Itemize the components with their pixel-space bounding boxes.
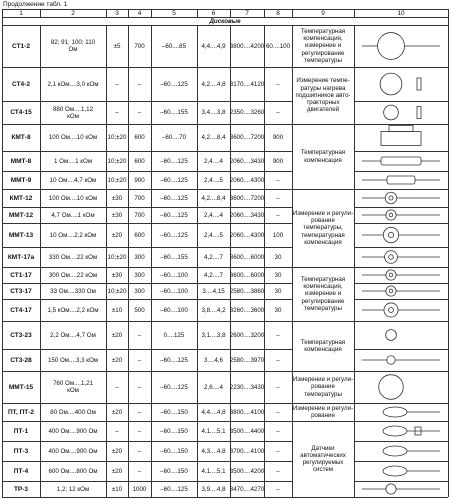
row-divider (2, 17, 448, 18)
application-description: Измерение и регули- рование температуры (292, 376, 354, 398)
row-type: ММТ-8 (10, 157, 32, 165)
row-tau: – (276, 447, 280, 455)
row-tol: – (115, 427, 119, 435)
row-nominal: 100 Ом....10 кОм (48, 194, 98, 202)
column-divider (448, 17, 449, 25)
washer-drawing (354, 223, 448, 247)
row-b: 2060....4300 (229, 231, 265, 239)
row-type: СТ4-2 (12, 80, 30, 88)
row-alpha: 4,3....4,8 (201, 447, 226, 455)
row-tol: ±30 (111, 211, 123, 219)
row-power: – (137, 383, 142, 391)
row-tol: ±20 (111, 231, 123, 239)
column-divider (448, 9, 449, 17)
row-power: – (137, 408, 142, 416)
row-temp: –60....100 (160, 271, 188, 279)
thermistor-table (2, 9, 448, 497)
row-nominal: 1 Ом....1 кОм (53, 157, 93, 165)
row-alpha: 3....4,15 (202, 287, 225, 295)
row-nominal: 1,5 кОм....2,2 кОм (47, 306, 99, 314)
row-power: 600 (134, 231, 145, 239)
row-temp: –60....125 (160, 176, 188, 184)
row-power: 300 (134, 271, 145, 279)
application-description: Температурная компенсация (300, 338, 346, 353)
washer-lead-drawing (354, 283, 448, 299)
row-power: 600 (134, 134, 145, 141)
row-temp: –60....150 (160, 447, 188, 455)
row-tol: ±30 (111, 194, 123, 202)
row-tol: – (115, 383, 119, 391)
row-power: 1000 (132, 485, 147, 493)
row-tau: – (276, 485, 280, 493)
row-type: СТ3-28 (10, 356, 32, 364)
row-type: КМТ-12 (9, 194, 33, 202)
column-number-7: 7 (245, 9, 249, 17)
row-nominal: 400 Ом....900 Ом (48, 427, 98, 435)
row-b: 3600....7200 (229, 134, 265, 141)
row-alpha: 4,1....5,1 (201, 427, 226, 435)
row-power: – (137, 109, 142, 116)
row-temp: –60....155 (160, 253, 188, 261)
row-power: – (137, 356, 142, 364)
row-alpha: 4,2....8,4 (201, 194, 226, 202)
row-nominal: 4,7 Ом....1 кОм (51, 211, 95, 219)
row-tol: 10;±20 (107, 176, 127, 184)
row-nominal: 33 Ом....330 Ом (50, 287, 96, 295)
row-temp: –60....125 (160, 383, 188, 391)
row-b: 3500....4400 (229, 427, 265, 435)
row-alpha: 2,4....4 (204, 157, 223, 165)
row-tau: 30 (274, 253, 282, 261)
row-tau: – (276, 194, 280, 202)
disc-lead-drawing (354, 481, 448, 497)
row-b: 3600....7200 (229, 194, 265, 202)
row-temp: 0....125 (163, 331, 185, 339)
bead-cap-drawing (354, 421, 448, 441)
row-b: 2350....3260 (229, 109, 265, 116)
small-disc-lead-drawing (354, 349, 448, 371)
row-type: ММТ-15 (8, 383, 34, 391)
disc-cap-drawing (354, 67, 448, 101)
row-power: – (137, 427, 142, 435)
row-nominal: 300 Ом....22 кОм (48, 271, 98, 279)
row-tau: – (276, 356, 280, 364)
row-b: 3470....4270 (229, 485, 265, 493)
row-type: ММТ-12 (8, 211, 34, 219)
row-temp: –60....70 (161, 134, 187, 141)
row-alpha: 3,9....4,8 (201, 485, 226, 493)
row-b: 2060....3430 (229, 157, 265, 165)
row-type: ММТ-13 (8, 231, 34, 239)
column-divider (230, 9, 231, 17)
disc-large-drawing (354, 371, 448, 403)
row-tau: 30 (274, 306, 282, 314)
row-temp: –60....125 (160, 194, 188, 202)
row-temp: –60....150 (160, 467, 188, 475)
table-caption: Продолжение табл. 1 (3, 1, 68, 8)
row-b: 2580....3970 (229, 356, 265, 364)
row-type: ПТ-4 (13, 467, 29, 475)
column-number-8: 8 (276, 9, 280, 17)
row-nominal: 10 Ом....2,2 кОм (49, 231, 97, 239)
row-alpha: 2,6....4 (204, 383, 223, 391)
row-power: 600 (134, 157, 145, 165)
row-nominal: 2,1 кОм....3,0 кОм (47, 80, 99, 88)
row-temp: –60....125 (160, 157, 188, 165)
bead-rod-drawing (354, 461, 448, 481)
row-temp: –60....100 (160, 287, 188, 295)
column-number-9: 9 (321, 9, 325, 17)
row-tau: 60....100 (265, 42, 291, 50)
column-divider (197, 9, 198, 17)
row-tol: 10;±20 (107, 253, 127, 261)
row-type: СТ3-17 (10, 287, 32, 295)
row-tol: ±20 (111, 447, 123, 455)
row-alpha: 2,4....4 (204, 211, 223, 219)
row-b: 3170....4120 (229, 80, 265, 88)
group-label: Дисковые (209, 17, 241, 25)
small-cylinder-drawing (354, 171, 448, 189)
row-b: 2060....4300 (229, 176, 265, 184)
row-alpha: 4,2....7 (204, 253, 223, 261)
row-nominal: 880 Ом....1,12 кОм (52, 105, 94, 120)
row-type: СТ4-15 (10, 109, 32, 116)
row-b: 2580....3860 (229, 287, 265, 295)
row-nominal: 150 Ом....3,3 кОм (47, 356, 99, 364)
row-alpha: 4,4....4,9 (201, 42, 226, 50)
row-tau: 900 (272, 134, 284, 141)
column-divider (448, 25, 449, 497)
bead-drawing (354, 403, 448, 421)
row-nominal: 82; 91; 100; 110 Ом (50, 39, 96, 53)
row-tau: – (276, 176, 280, 184)
row-tol: ±20 (111, 331, 123, 339)
row-type: ТР-3 (13, 485, 29, 493)
row-power: 300 (134, 253, 145, 261)
row-tau: – (276, 383, 280, 391)
row-alpha: 3,4....3,8 (201, 109, 226, 116)
row-nominal: 100 Ом....10 кОм (48, 134, 98, 141)
row-tol: ±10 (111, 306, 123, 314)
column-number-4: 4 (137, 9, 142, 17)
row-temp: –60....85 (161, 42, 187, 50)
row-tau: – (276, 80, 280, 88)
application-description: Измерение темпе- ратуры нагрева подшипников авто- тракторных двигателей (295, 77, 351, 114)
bead-rod-drawing (354, 441, 448, 461)
row-b: 2060....3430 (229, 211, 265, 219)
application-description: Температурная компенсация, измерение и регулирование температуры (300, 275, 346, 312)
row-temp: –60....125 (160, 80, 188, 88)
washer-drawing (354, 207, 448, 223)
row-type: КМТ-8 (11, 134, 31, 141)
row-type: ПТ-1 (13, 427, 29, 435)
column-divider (292, 9, 293, 17)
disc-side-drawing (354, 101, 448, 124)
row-nominal: 600 Ом....800 Ом (48, 467, 98, 475)
column-number-3: 3 (115, 9, 119, 17)
row-b: 2600....3200 (229, 331, 265, 339)
row-b: 3800....4100 (229, 408, 265, 416)
washer-drawing (354, 189, 448, 207)
row-nominal: 400 Ом....900 Ом (48, 447, 98, 455)
row-tau: – (276, 109, 280, 116)
column-divider (2, 9, 3, 17)
row-tau: 30 (274, 271, 282, 279)
row-b: 3700....4100 (229, 447, 265, 455)
row-tau: – (276, 211, 280, 219)
row-power: 700 (134, 194, 145, 202)
row-nominal: 760 Ом....1,21 кОм (52, 380, 94, 394)
row-type: КМТ-17а (7, 253, 35, 261)
row-tau: 30 (274, 287, 282, 295)
row-tol: ±30 (111, 271, 123, 279)
row-power: – (137, 467, 142, 475)
row-nominal: 10 Ом....4,7 кОм (49, 176, 97, 184)
row-b: 3600....6000 (229, 253, 265, 261)
row-alpha: 3,8....4,2 (201, 306, 226, 314)
row-tau: – (276, 331, 280, 339)
row-tau: – (276, 467, 280, 475)
column-number-6: 6 (211, 9, 216, 17)
column-divider (264, 9, 265, 17)
washer-lead-drawing (354, 299, 448, 321)
row-tau: – (276, 427, 280, 435)
row-tol: 10;±20 (107, 157, 127, 165)
row-alpha: 4,2....4,8 (201, 80, 226, 88)
row-type: СТ1-17 (10, 271, 32, 279)
row-type: СТ1-2 (12, 42, 30, 50)
column-number-1: 1 (19, 9, 23, 17)
row-temp: –60....125 (160, 356, 188, 364)
row-alpha: 4,4....4,8 (201, 408, 226, 416)
row-b: 3500....4200 (229, 467, 265, 475)
box-clamp-drawing (354, 124, 448, 151)
row-alpha: 3,1....3,8 (201, 331, 226, 339)
row-power: – (137, 331, 142, 339)
column-divider (106, 9, 107, 17)
row-alpha: 2,4....5 (204, 176, 223, 184)
column-divider (354, 9, 355, 17)
row-alpha: 2,4....5 (204, 231, 223, 239)
row-tol: ±5 (113, 42, 121, 50)
column-number-10: 10 (397, 9, 405, 17)
row-tol: 10;±20 (107, 134, 127, 141)
row-divider (354, 497, 448, 498)
row-tol: – (115, 109, 119, 116)
application-description: Температурная компенсация (300, 149, 346, 164)
row-tau: 900 (272, 157, 284, 165)
row-tol: – (115, 80, 119, 88)
row-alpha: 4,2....7 (204, 271, 223, 279)
application-description: Измерение и регули- рование температуры, температурная компенсация (292, 209, 354, 246)
application-description: Температурная компенсация, измерение и регулирование температуры (300, 27, 346, 64)
row-temp: –60....100 (160, 306, 188, 314)
row-tol: ±10 (111, 485, 123, 493)
row-temp: –60....150 (160, 408, 188, 416)
row-power: 500 (134, 306, 145, 314)
row-power: – (137, 447, 142, 455)
row-type: СТ4-17 (10, 306, 32, 314)
row-temp: –60....155 (160, 109, 188, 116)
row-tau: 100 (272, 231, 284, 239)
row-temp: –60....125 (160, 211, 188, 219)
row-nominal: 80 Ом....400 Ом (50, 408, 96, 416)
column-divider (128, 9, 129, 17)
row-divider (2, 9, 448, 10)
row-nominal: 2,2 Ом....4,7 Ом (50, 331, 96, 339)
washer-lead-drawing (354, 267, 448, 283)
row-b: 3600....6000 (229, 271, 265, 279)
row-power: – (137, 80, 142, 88)
row-alpha: 4,1....5,1 (201, 467, 226, 475)
column-divider (2, 17, 3, 25)
row-type: СТ3-23 (10, 331, 32, 339)
row-tol: ±20 (111, 356, 123, 364)
row-power: 700 (134, 42, 145, 50)
small-disc-drawing (354, 321, 448, 349)
column-divider (40, 9, 41, 17)
row-type: ПТ, ПТ-2 (7, 408, 35, 416)
row-temp: –60....125 (160, 485, 188, 493)
row-type: ПТ-3 (13, 447, 29, 455)
application-description: Датчики автоматических регулируемых систем (300, 444, 346, 474)
row-alpha: 3....4,6 (204, 356, 223, 364)
column-number-2: 2 (71, 9, 75, 17)
row-temp: –60....150 (160, 427, 188, 435)
row-tol: ±20 (111, 467, 123, 475)
washer-drawing (354, 247, 448, 267)
cylinder-drawing (354, 151, 448, 171)
row-power: 700 (134, 211, 145, 219)
row-power: 900 (134, 176, 145, 184)
row-nominal: 330 Ом....22 кОм (48, 253, 98, 261)
column-number-5: 5 (172, 9, 176, 17)
row-tol: 10;±20 (107, 287, 127, 295)
row-power: 300 (134, 287, 145, 295)
column-divider (151, 9, 152, 17)
row-b: 2230....3430 (229, 383, 265, 391)
row-b: 3260....3600 (229, 306, 265, 314)
row-type: ММТ-9 (10, 176, 32, 184)
disc-lead-drawing (354, 25, 448, 67)
row-nominal: 1,2; 12 кОм (56, 485, 90, 493)
application-description: Измерение и регули- рование (292, 404, 354, 419)
row-temp: –60....125 (160, 231, 188, 239)
row-alpha: 4,2....8,4 (201, 134, 226, 141)
row-tau: – (276, 408, 280, 416)
row-tol: ±20 (111, 408, 123, 416)
row-b: 3800....4200 (229, 42, 265, 50)
